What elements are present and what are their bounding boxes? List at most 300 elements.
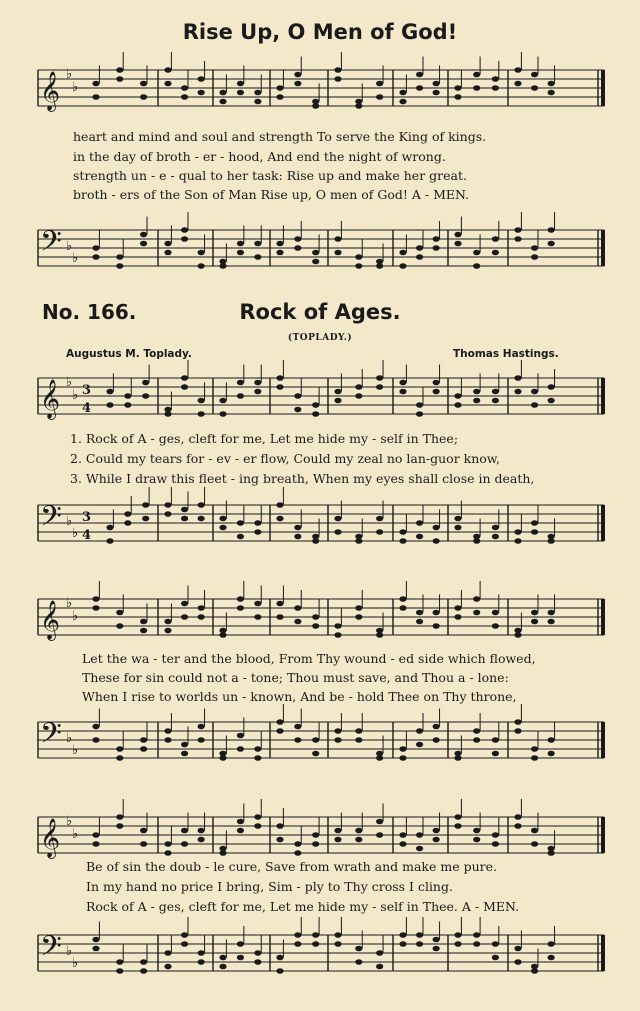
notehead	[548, 81, 555, 87]
notehead	[454, 614, 461, 620]
notehead	[140, 968, 147, 974]
notehead	[531, 402, 538, 408]
notehead	[492, 941, 499, 947]
notehead	[181, 932, 188, 938]
notehead	[473, 610, 480, 616]
notehead	[416, 619, 423, 625]
notehead	[416, 941, 423, 947]
notehead	[164, 850, 171, 856]
notehead	[276, 241, 283, 247]
notehead	[164, 67, 171, 73]
notehead	[116, 968, 123, 974]
notehead	[294, 236, 301, 242]
notehead	[312, 250, 319, 256]
bass-clef-icon: 𝄢	[40, 930, 62, 970]
hymn1-lyric-line-4: broth - ers of the Son of Man Rise up, O men of God! A - MEN.	[73, 187, 470, 202]
notehead	[198, 263, 205, 269]
notehead	[164, 728, 171, 734]
notehead	[140, 628, 147, 634]
notehead	[399, 832, 406, 838]
notehead	[334, 76, 341, 82]
notehead	[531, 520, 538, 526]
notehead	[531, 72, 538, 78]
notehead	[181, 828, 188, 834]
notehead	[254, 520, 261, 526]
notehead	[276, 614, 283, 620]
notehead	[254, 814, 261, 820]
flat-icon: ♭	[72, 526, 79, 541]
notehead	[334, 828, 341, 834]
notehead	[548, 751, 555, 757]
notehead	[254, 380, 261, 386]
notehead	[531, 841, 538, 847]
notehead	[276, 728, 283, 734]
notehead	[312, 538, 319, 544]
notehead	[294, 737, 301, 743]
notehead	[399, 380, 406, 386]
notehead	[276, 968, 283, 974]
notehead	[140, 828, 147, 834]
notehead	[514, 67, 521, 73]
notehead	[116, 76, 123, 82]
notehead	[433, 380, 440, 386]
notehead	[181, 236, 188, 242]
notehead	[514, 375, 521, 381]
notehead	[276, 719, 283, 725]
treble-clef-icon: 𝄞	[40, 600, 61, 640]
notehead	[376, 263, 383, 269]
notehead	[276, 601, 283, 607]
notehead	[514, 538, 521, 544]
notehead	[416, 832, 423, 838]
notehead	[416, 85, 423, 91]
notehead	[254, 254, 261, 260]
notehead	[140, 241, 147, 247]
notehead	[181, 227, 188, 233]
notehead	[237, 828, 244, 834]
notehead	[492, 841, 499, 847]
notehead	[531, 828, 538, 834]
notehead	[312, 411, 319, 417]
bass-staff-system2	[38, 718, 604, 764]
notehead	[531, 619, 538, 625]
notehead	[376, 81, 383, 87]
notehead	[294, 605, 301, 611]
notehead	[399, 746, 406, 752]
flat-icon: ♭	[66, 514, 73, 529]
treble-clef-icon: 𝄞	[40, 818, 61, 858]
notehead	[142, 393, 149, 399]
notehead	[416, 402, 423, 408]
notehead	[548, 90, 555, 96]
notehead	[376, 384, 383, 390]
notehead	[254, 823, 261, 829]
notehead	[140, 959, 147, 965]
notehead	[473, 837, 480, 843]
notehead	[454, 241, 461, 247]
notehead	[312, 932, 319, 938]
notehead	[276, 823, 283, 829]
notehead	[492, 85, 499, 91]
notehead	[92, 81, 99, 87]
notehead	[92, 832, 99, 838]
flat-icon: ♭	[72, 609, 79, 624]
notehead	[276, 516, 283, 522]
notehead	[355, 959, 362, 965]
notehead	[140, 737, 147, 743]
notehead	[198, 614, 205, 620]
notehead	[140, 81, 147, 87]
notehead	[492, 389, 499, 395]
notehead	[312, 614, 319, 620]
notehead	[454, 823, 461, 829]
notehead	[237, 520, 244, 526]
notehead	[531, 746, 538, 752]
notehead	[454, 94, 461, 100]
notehead	[334, 516, 341, 522]
notehead	[334, 389, 341, 395]
notehead	[181, 601, 188, 607]
notehead	[454, 932, 461, 938]
notehead	[399, 932, 406, 938]
notehead	[473, 398, 480, 404]
notehead	[473, 389, 480, 395]
notehead	[198, 411, 205, 417]
notehead	[399, 263, 406, 269]
notehead	[492, 525, 499, 531]
notehead	[531, 389, 538, 395]
notehead	[376, 375, 383, 381]
hymn-number: No. 166.	[42, 300, 137, 324]
notehead	[198, 950, 205, 956]
notehead	[92, 841, 99, 847]
notehead	[548, 610, 555, 616]
notehead	[416, 610, 423, 616]
notehead	[164, 628, 171, 634]
flat-icon: ♭	[66, 814, 73, 829]
notehead	[237, 380, 244, 386]
flat-icon: ♭	[72, 956, 79, 971]
notehead	[399, 389, 406, 395]
notehead	[531, 245, 538, 251]
bass-staff-hymn1	[38, 226, 604, 272]
notehead	[164, 241, 171, 247]
notehead	[294, 724, 301, 730]
notehead	[198, 724, 205, 730]
notehead	[181, 375, 188, 381]
notehead	[237, 596, 244, 602]
notehead	[433, 828, 440, 834]
notehead	[433, 236, 440, 242]
notehead	[355, 728, 362, 734]
notehead	[276, 502, 283, 508]
notehead	[531, 968, 538, 974]
notehead	[376, 964, 383, 970]
notehead	[514, 236, 521, 242]
notehead	[276, 375, 283, 381]
notehead	[276, 85, 283, 91]
notehead	[473, 932, 480, 938]
notehead	[433, 837, 440, 843]
notehead	[334, 941, 341, 947]
notehead	[334, 236, 341, 242]
notehead	[164, 619, 171, 625]
notehead	[92, 946, 99, 952]
notehead	[276, 384, 283, 390]
notehead	[237, 941, 244, 947]
notehead	[399, 250, 406, 256]
notehead	[454, 85, 461, 91]
notehead	[531, 254, 538, 260]
notehead	[92, 724, 99, 730]
notehead	[254, 529, 261, 535]
notehead	[376, 819, 383, 825]
notehead	[254, 90, 261, 96]
time-signature-top: 3	[82, 383, 92, 398]
notehead	[334, 632, 341, 638]
notehead	[294, 534, 301, 540]
notehead	[219, 755, 226, 761]
notehead	[473, 538, 480, 544]
notehead	[198, 605, 205, 611]
notehead	[492, 610, 499, 616]
notehead	[454, 525, 461, 531]
system1-verse-2: 2. Could my tears for - ev - er flow, Could my zeal no lan-guor know,	[70, 451, 500, 466]
notehead	[416, 520, 423, 526]
time-signature-bottom: 4	[82, 401, 92, 416]
composer-credit: Thomas Hastings.	[453, 348, 559, 360]
notehead	[237, 955, 244, 961]
notehead	[376, 529, 383, 535]
notehead	[254, 755, 261, 761]
notehead	[355, 828, 362, 834]
notehead	[416, 245, 423, 251]
flat-icon: ♭	[72, 251, 79, 266]
notehead	[116, 823, 123, 829]
notehead	[514, 81, 521, 87]
notehead	[531, 755, 538, 761]
notehead	[433, 90, 440, 96]
notehead	[548, 619, 555, 625]
notehead	[548, 850, 555, 856]
notehead	[492, 623, 499, 629]
notehead	[492, 737, 499, 743]
notehead	[548, 538, 555, 544]
time-signature-top: 3	[82, 510, 92, 525]
notehead	[514, 823, 521, 829]
notehead	[106, 402, 113, 408]
notehead	[164, 950, 171, 956]
notehead	[514, 814, 521, 820]
notehead	[164, 511, 171, 517]
notehead	[473, 72, 480, 78]
notehead	[355, 103, 362, 109]
notehead	[355, 384, 362, 390]
notehead	[219, 398, 226, 404]
notehead	[514, 389, 521, 395]
notehead	[142, 380, 149, 386]
notehead	[376, 950, 383, 956]
notehead	[416, 534, 423, 540]
flat-icon: ♭	[66, 239, 73, 254]
notehead	[92, 937, 99, 943]
notehead	[334, 250, 341, 256]
system1-verse-1: 1. Rock of A - ges, cleft for me, Let me hide my - self in Thee;	[70, 431, 459, 446]
notehead	[548, 941, 555, 947]
notehead	[140, 94, 147, 100]
notehead	[312, 751, 319, 757]
notehead	[198, 516, 205, 522]
system2-verse-3: When I rise to worlds un - known, And be - hold Thee on Thy throne,	[82, 689, 517, 704]
notehead	[312, 623, 319, 629]
notehead	[334, 737, 341, 743]
notehead	[276, 837, 283, 843]
treble-staff-system3	[38, 813, 604, 859]
notehead	[219, 516, 226, 522]
notehead	[276, 94, 283, 100]
notehead	[312, 402, 319, 408]
notehead	[334, 932, 341, 938]
bass-clef-icon: 𝄢	[40, 225, 62, 265]
notehead	[254, 99, 261, 105]
notehead	[294, 525, 301, 531]
notehead	[334, 837, 341, 843]
notehead	[548, 241, 555, 247]
notehead	[473, 85, 480, 91]
notehead	[514, 632, 521, 638]
bass-clef-icon: 𝄢	[40, 717, 62, 757]
notehead	[237, 534, 244, 540]
notehead	[433, 724, 440, 730]
notehead	[514, 529, 521, 535]
notehead	[124, 402, 131, 408]
notehead	[492, 534, 499, 540]
notehead	[312, 841, 319, 847]
notehead	[433, 525, 440, 531]
notehead	[254, 601, 261, 607]
notehead	[433, 623, 440, 629]
notehead	[355, 837, 362, 843]
notehead	[433, 81, 440, 87]
notehead	[492, 955, 499, 961]
notehead	[198, 90, 205, 96]
notehead	[548, 227, 555, 233]
notehead	[355, 393, 362, 399]
notehead	[454, 516, 461, 522]
notehead	[531, 610, 538, 616]
notehead	[492, 250, 499, 256]
notehead	[116, 67, 123, 73]
notehead	[164, 964, 171, 970]
flat-icon: ♭	[66, 944, 73, 959]
notehead	[416, 932, 423, 938]
notehead	[106, 389, 113, 395]
notehead	[548, 384, 555, 390]
notehead	[198, 828, 205, 834]
system1-verse-3: 3. While I draw this fleet - ing breath, When my eyes shall close in death,	[70, 471, 535, 486]
notehead	[454, 402, 461, 408]
notehead	[237, 241, 244, 247]
notehead	[219, 964, 226, 970]
bass-staff-system3	[38, 931, 604, 977]
notehead	[355, 737, 362, 743]
notehead	[294, 72, 301, 78]
notehead	[142, 502, 149, 508]
flat-icon: ♭	[66, 67, 73, 82]
notehead	[219, 90, 226, 96]
notehead	[181, 85, 188, 91]
time-signature-bottom: 4	[82, 528, 92, 543]
system3-verse-3: Rock of A - ges, cleft for me, Let me hide my - self in Thee. A - MEN.	[86, 899, 520, 914]
notehead	[454, 755, 461, 761]
notehead	[92, 737, 99, 743]
notehead	[294, 245, 301, 251]
notehead	[433, 389, 440, 395]
notehead	[164, 502, 171, 508]
notehead	[164, 250, 171, 256]
notehead	[237, 250, 244, 256]
notehead	[237, 605, 244, 611]
notehead	[433, 538, 440, 544]
tune-name: (TOPLADY.)	[287, 333, 353, 343]
notehead	[492, 398, 499, 404]
notehead	[181, 751, 188, 757]
flat-icon: ♭	[72, 388, 79, 403]
notehead	[294, 619, 301, 625]
notehead	[355, 946, 362, 952]
hymn-title-rise-up: Rise Up, O Men of God!	[182, 20, 458, 44]
notehead	[399, 529, 406, 535]
notehead	[416, 846, 423, 852]
notehead	[355, 614, 362, 620]
notehead	[473, 828, 480, 834]
notehead	[181, 507, 188, 513]
notehead	[312, 941, 319, 947]
notehead	[124, 393, 131, 399]
system2-verse-2: These for sin could not a - tone; Thou must save, and Thou a - lone:	[82, 670, 509, 685]
notehead	[254, 746, 261, 752]
notehead	[219, 850, 226, 856]
hymn1-lyric-line-1: heart and mind and soul and strength To serve the King of kings.	[73, 129, 487, 144]
notehead	[473, 941, 480, 947]
notehead	[399, 90, 406, 96]
notehead	[198, 737, 205, 743]
notehead	[416, 72, 423, 78]
notehead	[355, 538, 362, 544]
notehead	[219, 955, 226, 961]
bass-clef-icon: 𝄢	[40, 500, 62, 540]
notehead	[198, 502, 205, 508]
notehead	[473, 263, 480, 269]
notehead	[294, 850, 301, 856]
notehead	[198, 250, 205, 256]
notehead	[106, 538, 113, 544]
notehead	[140, 746, 147, 752]
notehead	[399, 755, 406, 761]
notehead	[116, 959, 123, 965]
notehead	[355, 605, 362, 611]
notehead	[294, 841, 301, 847]
notehead	[473, 737, 480, 743]
notehead	[294, 932, 301, 938]
bass-staff-system1	[38, 501, 604, 547]
notehead	[124, 511, 131, 517]
notehead	[254, 389, 261, 395]
notehead	[164, 737, 171, 743]
treble-staff-system1	[38, 374, 604, 420]
notehead	[237, 746, 244, 752]
notehead	[198, 959, 205, 965]
